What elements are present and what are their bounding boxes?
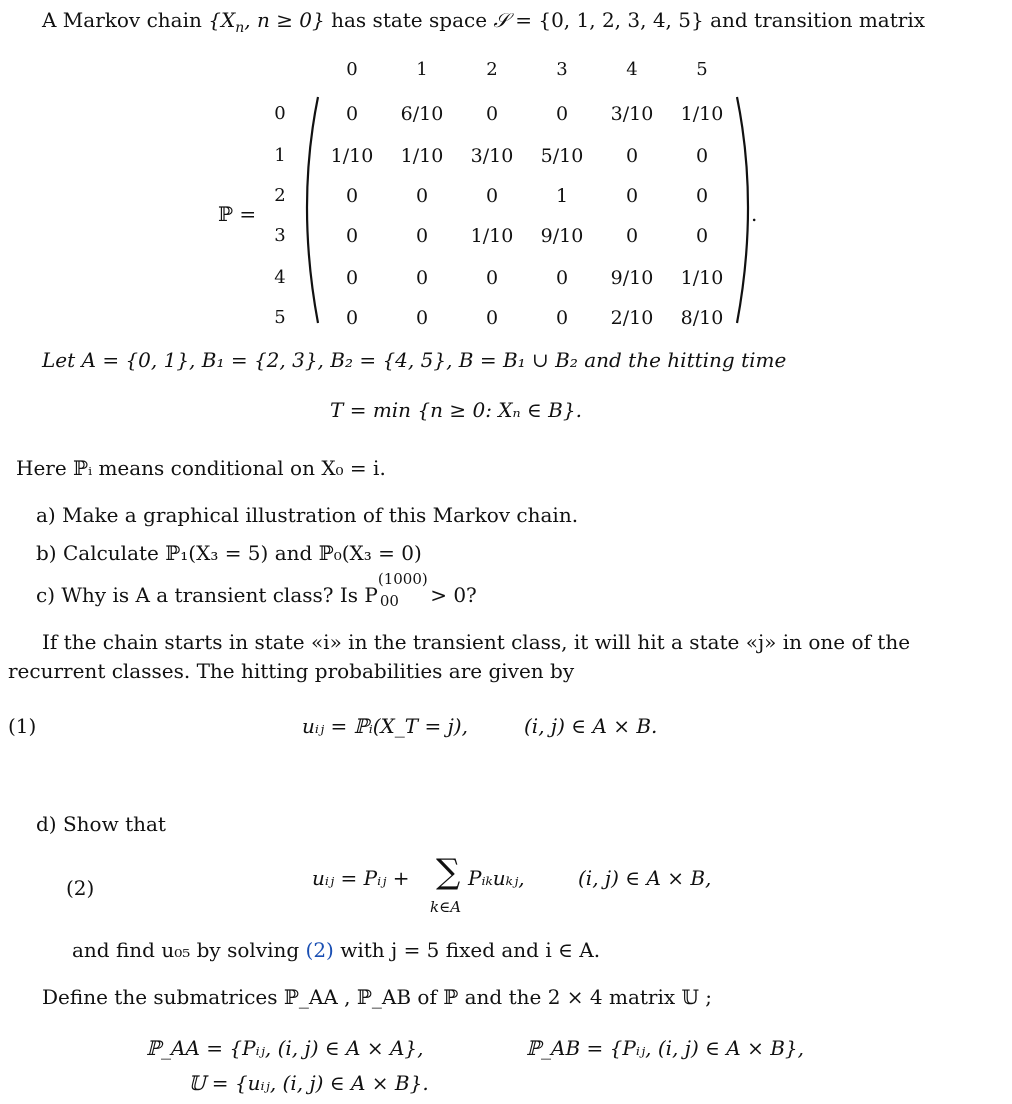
equation-2-domain: (i, j) ∈ A × B, xyxy=(578,866,712,890)
matrix-cell: 3/10 xyxy=(470,145,514,167)
matrix-cell: 0 xyxy=(695,225,709,247)
equation-1-formula: uᵢⱼ = ℙᵢ(X_T = j), xyxy=(302,714,468,738)
define-line: Define the submatrices ℙ_AA , ℙ_AB of ℙ and the 2 × 4 matrix 𝕌 ; xyxy=(42,985,713,1009)
find-text-a: and find u₀₅ by solving xyxy=(72,938,306,962)
matrix-cell: 0 xyxy=(415,267,429,289)
matrix-cell: 2/10 xyxy=(610,307,654,329)
equation-1-number: (1) xyxy=(8,714,37,738)
matrix-column-label: 4 xyxy=(626,59,638,80)
u-definition: 𝕌 = {uᵢⱼ, (i, j) ∈ A × B}. xyxy=(188,1071,429,1095)
matrix-cell: 0 xyxy=(695,145,709,167)
matrix-cell: 0 xyxy=(695,185,709,207)
find-u05-line xyxy=(72,938,600,962)
state-space-set: = {0, 1, 2, 3, 4, 5} xyxy=(515,8,704,32)
paragraph-line-2: recurrent classes. The hitting probabilities are given by xyxy=(8,659,575,683)
matrix-cell: 0 xyxy=(625,185,639,207)
matrix-cell: 0 xyxy=(345,267,359,289)
matrix-label: ℙ = xyxy=(218,202,257,226)
matrix-cell: 1/10 xyxy=(680,267,724,289)
matrix-cell: 1/10 xyxy=(400,145,444,167)
question-a: a) Make a graphical illustration of this Markov chain. xyxy=(36,503,579,527)
sets-line: Let A = {0, 1}, B₁ = {2, 3}, B₂ = {4, 5}, B = B₁ ∪ B₂ and the hitting time xyxy=(42,348,787,372)
matrix-cell: 0 xyxy=(625,225,639,247)
sum-symbol: ∑ xyxy=(436,852,461,892)
matrix-cell: 1 xyxy=(555,185,569,207)
right-paren-icon xyxy=(737,97,748,323)
matrix-cell: 0 xyxy=(555,267,569,289)
hitting-time-formula: T = min {n ≥ 0: Xₙ ∈ B}. xyxy=(330,398,582,422)
matrix-cell: 0 xyxy=(485,185,499,207)
intro-text-c: and transition matrix xyxy=(703,8,925,32)
question-c-tail: > 0? xyxy=(423,583,477,607)
matrix-cell: 0 xyxy=(415,225,429,247)
chain-subscript: n xyxy=(235,20,245,36)
matrix-row-label: 4 xyxy=(274,267,286,288)
equation-2-reference-link[interactable]: (2) xyxy=(305,938,334,962)
intro-line xyxy=(42,8,925,36)
chain-symbol: {X xyxy=(208,8,236,32)
matrix-period: . xyxy=(751,202,758,226)
notation-line: Here ℙᵢ means conditional on X₀ = i. xyxy=(16,456,386,480)
p00-subscript: 00 xyxy=(379,592,399,610)
p00-scripts xyxy=(377,570,428,610)
matrix-column-label: 1 xyxy=(416,59,428,80)
equation-2-lhs: uᵢⱼ = Pᵢⱼ + xyxy=(312,866,410,890)
matrix-cell: 0 xyxy=(555,307,569,329)
matrix-cell: 0 xyxy=(485,103,499,125)
state-space-symbol: 𝒮 xyxy=(493,8,509,32)
matrix-cell: 8/10 xyxy=(680,307,724,329)
p00-superscript: (1000) xyxy=(377,570,428,588)
matrix-row-label: 2 xyxy=(274,185,286,206)
pab-definition: ℙ_AB = {Pᵢⱼ, (i, j) ∈ A × B}, xyxy=(526,1036,804,1060)
paa-definition: ℙ_AA = {Pᵢⱼ, (i, j) ∈ A × A}, xyxy=(146,1036,424,1060)
question-c xyxy=(36,570,477,610)
find-text-b: with j = 5 fixed and i ∈ A. xyxy=(333,938,601,962)
chain-rest: , n ≥ 0} xyxy=(244,8,325,32)
matrix-cell: 1/10 xyxy=(470,225,514,247)
question-d: d) Show that xyxy=(36,812,166,836)
matrix-column-label: 0 xyxy=(346,59,358,80)
transition-matrix xyxy=(210,55,770,345)
question-b: b) Calculate ℙ₁(X₃ = 5) and ℙ₀(X₃ = 0) xyxy=(36,541,422,565)
matrix-row-label: 3 xyxy=(274,225,286,246)
matrix-row-label: 1 xyxy=(274,145,286,166)
left-paren-icon xyxy=(307,97,318,323)
equation-2-term: Pᵢₖuₖⱼ, xyxy=(468,866,525,890)
matrix-column-label: 2 xyxy=(486,59,498,80)
matrix-column-label: 5 xyxy=(696,59,708,80)
matrix-cell: 1/10 xyxy=(330,145,374,167)
matrix-cell: 6/10 xyxy=(400,103,444,125)
sum-index: k∈A xyxy=(430,898,462,916)
equation-2-number: (2) xyxy=(66,876,95,900)
matrix-cell: 0 xyxy=(485,307,499,329)
matrix-cell: 0 xyxy=(345,307,359,329)
matrix-cell: 0 xyxy=(625,145,639,167)
matrix-cell: 9/10 xyxy=(540,225,584,247)
matrix-cell: 0 xyxy=(345,103,359,125)
matrix-cell: 3/10 xyxy=(610,103,654,125)
intro-text-b: has state space xyxy=(324,8,494,32)
matrix-cell: 9/10 xyxy=(610,267,654,289)
matrix-column-label: 3 xyxy=(556,59,568,80)
matrix-cell: 0 xyxy=(345,185,359,207)
matrix-cell: 0 xyxy=(415,185,429,207)
matrix-cell: 0 xyxy=(555,103,569,125)
paragraph-line-1: If the chain starts in state «i» in the transient class, it will hit a state «j» in one of the xyxy=(42,630,911,654)
matrix-cell: 5/10 xyxy=(540,145,584,167)
matrix-cell: 0 xyxy=(415,307,429,329)
matrix-row-label: 0 xyxy=(274,103,286,124)
matrix-row-label: 5 xyxy=(274,307,286,328)
question-c-text: c) Why is A a transient class? Is P xyxy=(36,583,378,607)
matrix-cell: 0 xyxy=(485,267,499,289)
matrix-cell: 0 xyxy=(345,225,359,247)
equation-1-domain: (i, j) ∈ A × B. xyxy=(524,714,658,738)
intro-text-a: A Markov chain xyxy=(42,8,209,32)
matrix-cell: 1/10 xyxy=(680,103,724,125)
